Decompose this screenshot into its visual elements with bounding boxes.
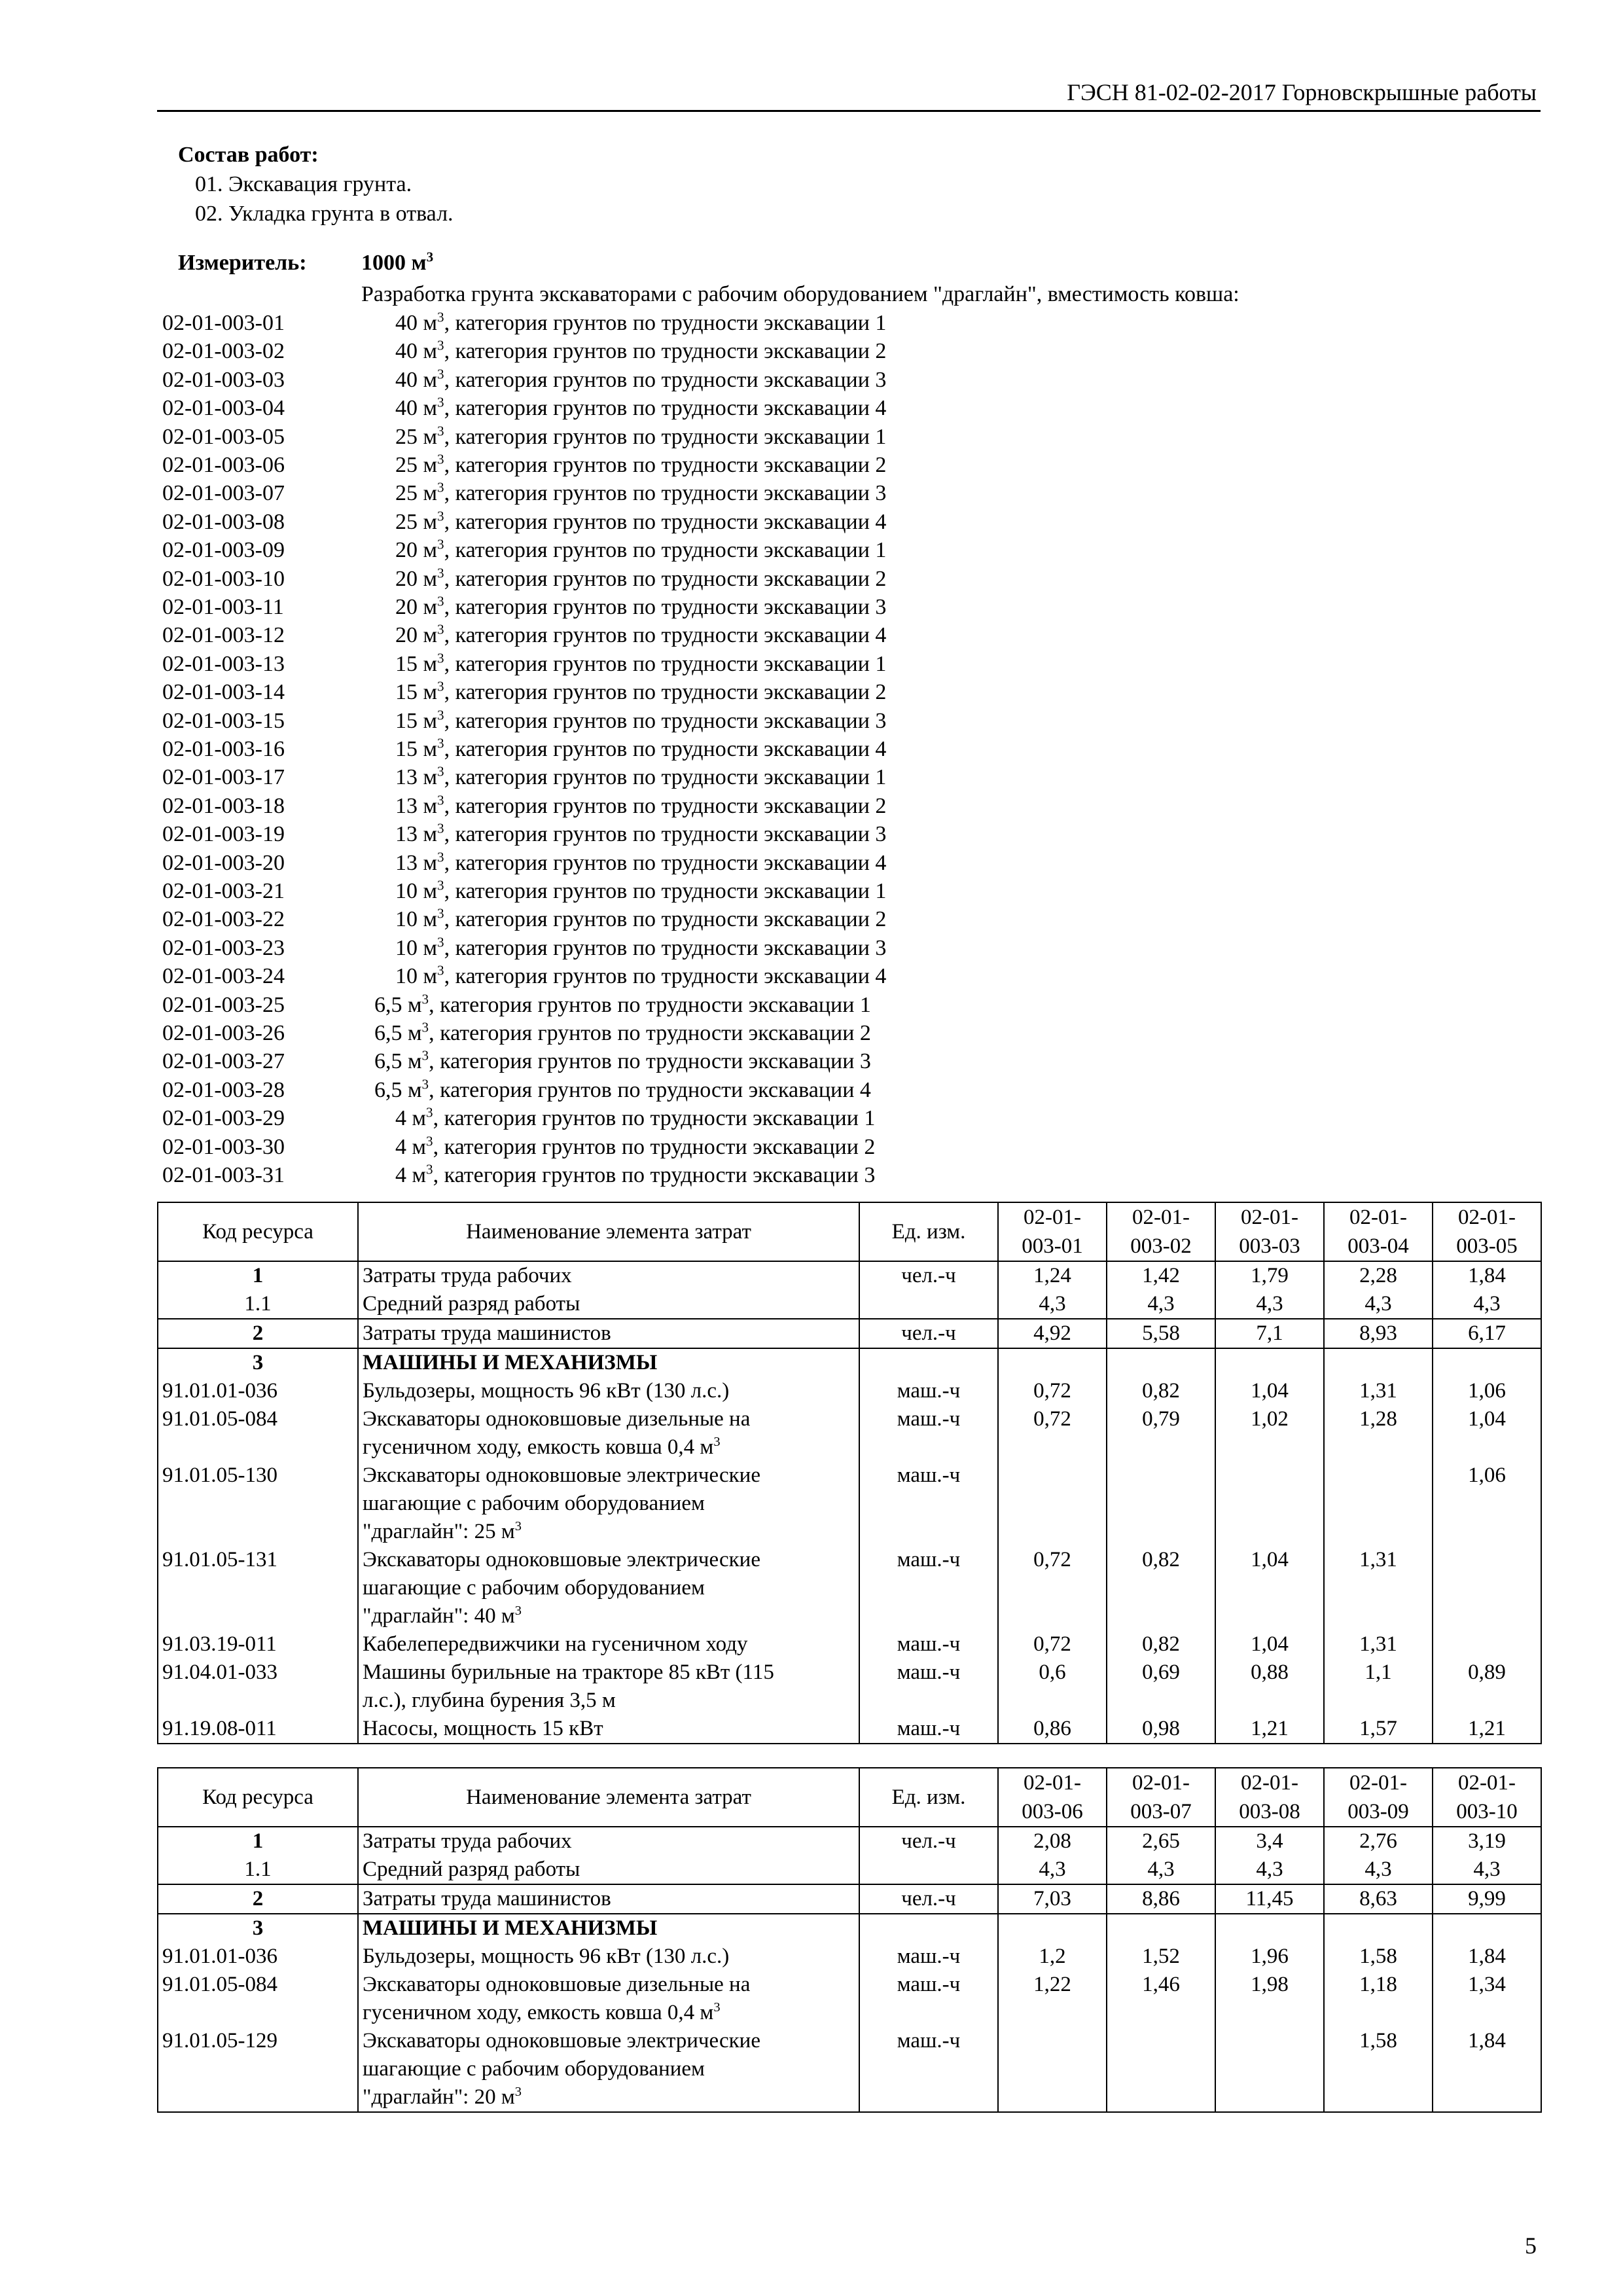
norm-value: 1,96: [1215, 1943, 1324, 1971]
table-header-row: [158, 1202, 1541, 1261]
norm-value: 3,4: [1215, 1827, 1324, 1856]
col-header-norm: 02-01- 003-09: [1324, 1768, 1433, 1827]
norm-description: 13 $м^3$, категория грунтов по трудности экскавации 2: [395, 792, 887, 818]
table-row: [158, 1914, 1541, 1943]
norm-description: 4 $м^3$, категория грунтов по трудности экскавации 2: [395, 1133, 876, 1159]
resource-code: 2: [158, 1319, 358, 1348]
resource-code: 91.19.08-011: [158, 1715, 358, 1744]
table-row: [158, 1546, 1541, 1630]
norm-value: 8,93: [1324, 1319, 1433, 1348]
norm-value: [1107, 1348, 1215, 1377]
norm-description: 13 $м^3$, категория грунтов по трудности экскавации 4: [395, 849, 887, 875]
resource-name: МАШИНЫ И МЕХАНИЗМЫ: [358, 1348, 859, 1377]
col-header-code: Код ресурса: [158, 1202, 358, 1261]
norm-row: [162, 905, 1537, 934]
norm-row: [162, 763, 1537, 792]
resource-table-1: [157, 1202, 1542, 1744]
meter: [178, 249, 434, 276]
norm-value: 1,98: [1215, 1971, 1324, 2027]
norm-value: 2,28: [1324, 1261, 1433, 1290]
table-row: [158, 1261, 1541, 1290]
col-header-unit: Ед. изм.: [859, 1768, 998, 1827]
norm-value: 0,72: [998, 1405, 1107, 1462]
norm-value: 4,92: [998, 1319, 1107, 1348]
norm-code: 02-01-003-18: [162, 793, 285, 818]
norm-value: 4,3: [1433, 1856, 1541, 1884]
norm-value: 0,86: [998, 1715, 1107, 1744]
norm-value: 1,84: [1433, 1943, 1541, 1971]
col-header-name: Наименование элемента затрат: [358, 1768, 859, 1827]
norm-value: 1,42: [1107, 1261, 1215, 1290]
norm-row: [162, 565, 1537, 594]
norm-value: 1,34: [1433, 1971, 1541, 2027]
norm-code: 02-01-003-04: [162, 396, 285, 421]
resource-name: Затраты труда машинистов: [358, 1319, 859, 1348]
norm-value: 9,99: [1433, 1884, 1541, 1914]
table-row: [158, 1319, 1541, 1348]
norm-value: 4,3: [1324, 1856, 1433, 1884]
col-header-norm: 02-01- 003-03: [1215, 1202, 1324, 1261]
norm-value: 7,1: [1215, 1319, 1324, 1348]
norm-description: 20 $м^3$, категория грунтов по трудности экскавации 1: [395, 536, 887, 563]
norm-code: 02-01-003-25: [162, 992, 285, 1017]
norm-value: [1215, 2027, 1324, 2112]
norm-value: 1,1: [1324, 1659, 1433, 1715]
page-header: [157, 76, 1541, 112]
table-row: [158, 1630, 1541, 1659]
resource-name: Бульдозеры, мощность 96 кВт (130 л.с.): [358, 1377, 859, 1405]
resource-name: Затраты труда машинистов: [358, 1884, 859, 1914]
norm-value: 8,63: [1324, 1884, 1433, 1914]
norm-value: 4,3: [1215, 1290, 1324, 1319]
resource-code: 91.01.05-084: [158, 1971, 358, 2027]
norm-value: 2,65: [1107, 1827, 1215, 1856]
norm-description: 15 $м^3$, категория грунтов по трудности экскавации 3: [395, 707, 887, 733]
table-row: [158, 1827, 1541, 1856]
norm-value: 1,2: [998, 1943, 1107, 1971]
resource-name: Кабелепередвижчики на гусеничном ходу: [358, 1630, 859, 1659]
composition-item: 02. Укладка грунта в отвал.: [195, 202, 454, 226]
norm-value: 1,84: [1433, 2027, 1541, 2112]
norm-description: 20 $м^3$, категория грунтов по трудности экскавации 3: [395, 593, 887, 619]
resource-code: 1: [158, 1827, 358, 1856]
resource-unit: [859, 1348, 998, 1377]
resource-name: МАШИНЫ И МЕХАНИЗМЫ: [358, 1914, 859, 1943]
norm-intro: Разработка грунта экскаваторами с рабочим оборудованием "драглайн", вместимость ковша:: [361, 282, 1240, 306]
col-header-unit: Ед. изм.: [859, 1202, 998, 1261]
norm-value: [1433, 1914, 1541, 1943]
norm-code: 02-01-003-28: [162, 1077, 285, 1102]
resource-code: 91.01.05-131: [158, 1546, 358, 1630]
norm-value: [1324, 1348, 1433, 1377]
norm-description: 13 $м^3$, категория грунтов по трудности экскавации 1: [395, 764, 887, 790]
norm-value: 1,31: [1324, 1630, 1433, 1659]
resource-unit: маш.-ч: [859, 1715, 998, 1744]
norm-code: 02-01-003-08: [162, 509, 285, 534]
norm-value: 0,69: [1107, 1659, 1215, 1715]
norm-description: 20 $м^3$, категория грунтов по трудности экскавации 4: [395, 622, 887, 648]
norm-code: 02-01-003-01: [162, 311, 285, 335]
norm-value: 1,52: [1107, 1943, 1215, 1971]
norm-value: 5,58: [1107, 1319, 1215, 1348]
work-composition: [178, 140, 454, 228]
norm-row: [162, 792, 1537, 821]
norm-row: [162, 366, 1537, 395]
norm-code: 02-01-003-12: [162, 623, 285, 648]
norm-value: 1,79: [1215, 1261, 1324, 1290]
resource-code: 91.03.19-011: [158, 1630, 358, 1659]
norm-value: 0,89: [1433, 1659, 1541, 1715]
col-header-norm: 02-01- 003-08: [1215, 1768, 1324, 1827]
col-header-norm: 02-01- 003-01: [998, 1202, 1107, 1261]
resource-unit: маш.-ч: [859, 2027, 998, 2112]
norm-value: 1,02: [1215, 1405, 1324, 1462]
norm-value: 1,31: [1324, 1546, 1433, 1630]
norm-value: 4,3: [1107, 1290, 1215, 1319]
norm-code: 02-01-003-17: [162, 765, 285, 790]
norm-value: [1433, 1630, 1541, 1659]
resource-name: Машины бурильные на тракторе 85 кВт (115 л.с.), глубина бурения 3,5 м: [358, 1659, 859, 1715]
norm-value: 1,06: [1433, 1462, 1541, 1546]
norm-value: [1107, 1462, 1215, 1546]
norm-row: [162, 1161, 1537, 1190]
norm-description: 10 $м^3$, категория грунтов по трудности экскавации 1: [395, 877, 887, 903]
header-title: ГЭСН 81-02-02-2017 Горновскрышные работы: [1067, 79, 1537, 105]
norm-row: [162, 877, 1537, 906]
table-row: [158, 1659, 1541, 1715]
page-number: 5: [1525, 2233, 1537, 2259]
norm-value: 2,08: [998, 1827, 1107, 1856]
resource-name: Экскаваторы одноковшовые электрические шагающие с рабочим оборудованием "драглайн": 20 $м^3$: [358, 2027, 859, 2112]
norm-description: 10 $м^3$, категория грунтов по трудности экскавации 3: [395, 934, 887, 960]
resource-code: 91.01.01-036: [158, 1943, 358, 1971]
resource-name: Средний разряд работы: [358, 1290, 859, 1319]
resource-code: 91.01.05-084: [158, 1405, 358, 1462]
norm-code: 02-01-003-21: [162, 879, 285, 903]
norm-value: [1215, 1914, 1324, 1943]
norm-description: 40 $м^3$, категория грунтов по трудности экскавации 4: [395, 394, 887, 421]
norm-description: 4 $м^3$, категория грунтов по трудности экскавации 1: [395, 1104, 876, 1131]
resource-name: Затраты труда рабочих: [358, 1827, 859, 1856]
norm-description: 6,5 $м^3$, категория грунтов по трудности экскавации 2: [374, 1019, 871, 1045]
resource-code: 1.1: [158, 1290, 358, 1319]
norm-value: 1,24: [998, 1261, 1107, 1290]
col-header-norm: 02-01- 003-07: [1107, 1768, 1215, 1827]
norm-value: 1,31: [1324, 1377, 1433, 1405]
norm-description: 4 $м^3$, категория грунтов по трудности экскавации 3: [395, 1161, 876, 1187]
norm-value: 2,76: [1324, 1827, 1433, 1856]
norm-value: 1,04: [1215, 1377, 1324, 1405]
resource-unit: маш.-ч: [859, 1971, 998, 2027]
norm-row: [162, 479, 1537, 508]
norm-code: 02-01-003-15: [162, 708, 285, 733]
norm-value: 8,86: [1107, 1884, 1215, 1914]
col-header-norm: 02-01- 003-05: [1433, 1202, 1541, 1261]
norm-value: 0,82: [1107, 1377, 1215, 1405]
resource-unit: чел.-ч: [859, 1261, 998, 1290]
norm-description: 15 $м^3$, категория грунтов по трудности экскавации 1: [395, 650, 887, 676]
norm-description: 15 $м^3$, категория грунтов по трудности экскавации 4: [395, 735, 887, 761]
norm-value: [1433, 1546, 1541, 1630]
norm-row: [162, 849, 1537, 878]
norm-value: [1107, 2027, 1215, 2112]
norm-row: [162, 1133, 1537, 1162]
norm-description: 15 $м^3$, категория грунтов по трудности экскавации 2: [395, 678, 887, 705]
norm-row: [162, 820, 1537, 849]
norm-code: 02-01-003-06: [162, 453, 285, 477]
table-row: [158, 1405, 1541, 1462]
norm-code: 02-01-003-14: [162, 680, 285, 705]
norm-row: [162, 621, 1537, 650]
norm-value: 0,72: [998, 1546, 1107, 1630]
norm-value: [1107, 1914, 1215, 1943]
col-header-norm: 02-01- 003-06: [998, 1768, 1107, 1827]
norm-code: 02-01-003-31: [162, 1163, 285, 1187]
norm-code: 02-01-003-09: [162, 538, 285, 563]
resource-table-2: [157, 1767, 1542, 2113]
norm-row: [162, 423, 1537, 452]
norm-row: [162, 962, 1537, 991]
norm-value: 7,03: [998, 1884, 1107, 1914]
norm-description: 25 $м^3$, категория грунтов по трудности экскавации 4: [395, 508, 887, 534]
norm-description: 25 $м^3$, категория грунтов по трудности экскавации 2: [395, 451, 887, 477]
table-header-row: [158, 1768, 1541, 1827]
resource-unit: [859, 1856, 998, 1884]
resource-code: 2: [158, 1884, 358, 1914]
norm-code: 02-01-003-05: [162, 424, 285, 449]
norm-code: 02-01-003-24: [162, 964, 285, 989]
resource-unit: [859, 1290, 998, 1319]
norm-value: [1433, 1348, 1541, 1377]
norm-row: [162, 934, 1537, 963]
norm-value: 1,21: [1433, 1715, 1541, 1744]
norm-value: 11,45: [1215, 1884, 1324, 1914]
resource-name: Экскаваторы одноковшовые дизельные на гусеничном ходу, емкость ковша 0,4 $м^3$: [358, 1971, 859, 2027]
meter-value: 1000 $м^3$: [361, 249, 434, 275]
norm-value: 4,3: [998, 1856, 1107, 1884]
norm-description: 40 $м^3$, категория грунтов по трудности экскавации 3: [395, 366, 887, 392]
norm-row: [162, 735, 1537, 764]
resource-unit: чел.-ч: [859, 1827, 998, 1856]
resource-unit: маш.-ч: [859, 1630, 998, 1659]
norm-code: 02-01-003-13: [162, 651, 285, 676]
norm-code: 02-01-003-30: [162, 1134, 285, 1159]
norm-description: 6,5 $м^3$, категория грунтов по трудности экскавации 1: [374, 991, 871, 1017]
norm-value: 1,04: [1215, 1546, 1324, 1630]
norm-code: 02-01-003-11: [162, 595, 284, 619]
norm-value: 0,88: [1215, 1659, 1324, 1715]
norm-value: 1,18: [1324, 1971, 1433, 2027]
norm-description: 6,5 $м^3$, категория грунтов по трудности экскавации 3: [374, 1048, 871, 1074]
norm-value: 1,22: [998, 1971, 1107, 2027]
norm-code: 02-01-003-03: [162, 367, 285, 392]
norm-value: 0,6: [998, 1659, 1107, 1715]
col-header-name: Наименование элемента затрат: [358, 1202, 859, 1261]
norm-value: 0,72: [998, 1377, 1107, 1405]
resource-name: Насосы, мощность 15 кВт: [358, 1715, 859, 1744]
norm-description: 6,5 $м^3$, категория грунтов по трудности экскавации 4: [374, 1076, 871, 1102]
norm-value: [1324, 1914, 1433, 1943]
col-header-norm: 02-01- 003-10: [1433, 1768, 1541, 1827]
col-header-norm: 02-01- 003-04: [1324, 1202, 1433, 1261]
table-row: [158, 1943, 1541, 1971]
table-row: [158, 1715, 1541, 1744]
norm-code: 02-01-003-29: [162, 1106, 285, 1131]
norm-value: 4,3: [1107, 1856, 1215, 1884]
norm-value: 1,58: [1324, 1943, 1433, 1971]
norm-row: [162, 593, 1537, 622]
resource-unit: маш.-ч: [859, 1943, 998, 1971]
table-row: [158, 1884, 1541, 1914]
norm-value: 1,04: [1215, 1630, 1324, 1659]
norm-description: 25 $м^3$, категория грунтов по трудности экскавации 3: [395, 480, 887, 506]
norm-description: 40 $м^3$, категория грунтов по трудности экскавации 2: [395, 338, 887, 364]
meter-label: Измеритель:: [178, 251, 307, 275]
norm-row: [162, 536, 1537, 565]
norm-code: 02-01-003-27: [162, 1049, 285, 1074]
norm-code: 02-01-003-02: [162, 339, 285, 364]
resource-unit: маш.-ч: [859, 1377, 998, 1405]
resource-code: 91.01.01-036: [158, 1377, 358, 1405]
norm-value: [998, 1914, 1107, 1943]
norm-description: 40 $м^3$, категория грунтов по трудности экскавации 1: [395, 309, 887, 335]
norm-code: 02-01-003-10: [162, 566, 285, 591]
table-row: [158, 1290, 1541, 1319]
norm-code: 02-01-003-16: [162, 737, 285, 761]
resource-code: 3: [158, 1914, 358, 1943]
norm-value: 0,72: [998, 1630, 1107, 1659]
table-row: [158, 1462, 1541, 1546]
resource-code: 91.01.05-129: [158, 2027, 358, 2112]
resource-code: 3: [158, 1348, 358, 1377]
col-header-code: Код ресурса: [158, 1768, 358, 1827]
norm-code: 02-01-003-19: [162, 822, 285, 847]
composition-heading: Состав работ:: [178, 143, 319, 167]
norm-value: [1215, 1462, 1324, 1546]
norm-code: 02-01-003-22: [162, 907, 285, 932]
norm-code: 02-01-003-20: [162, 850, 285, 875]
norm-value: 6,17: [1433, 1319, 1541, 1348]
table-row: [158, 1348, 1541, 1377]
norm-row: [162, 991, 1537, 1020]
norm-value: 0,98: [1107, 1715, 1215, 1744]
norm-code: 02-01-003-07: [162, 481, 285, 506]
norm-description: 25 $м^3$, категория грунтов по трудности экскавации 1: [395, 423, 887, 449]
norm-row: [162, 1047, 1537, 1076]
norm-value: 4,3: [1215, 1856, 1324, 1884]
resource-name: Экскаваторы одноковшовые электрические шагающие с рабочим оборудованием "драглайн": 40 $м^3$: [358, 1546, 859, 1630]
norm-row: [162, 451, 1537, 480]
norm-value: 1,57: [1324, 1715, 1433, 1744]
resource-name: Затраты труда рабочих: [358, 1261, 859, 1290]
resource-code: 91.04.01-033: [158, 1659, 358, 1715]
resource-unit: чел.-ч: [859, 1884, 998, 1914]
norm-description: 20 $м^3$, категория грунтов по трудности экскавации 2: [395, 565, 887, 591]
norm-value: 1,04: [1433, 1405, 1541, 1462]
norm-value: [998, 1462, 1107, 1546]
norm-value: 0,82: [1107, 1546, 1215, 1630]
table-row: [158, 2027, 1541, 2112]
resource-code: 1: [158, 1261, 358, 1290]
norm-row: [162, 508, 1537, 537]
col-header-norm: 02-01- 003-02: [1107, 1202, 1215, 1261]
resource-name: Средний разряд работы: [358, 1856, 859, 1884]
norm-row: [162, 678, 1537, 707]
norm-row: [162, 1104, 1537, 1133]
norm-row: [162, 707, 1537, 736]
norm-row: [162, 309, 1537, 338]
norm-description: 13 $м^3$, категория грунтов по трудности экскавации 3: [395, 820, 887, 847]
resource-unit: маш.-ч: [859, 1659, 998, 1715]
norm-value: 4,3: [1433, 1290, 1541, 1319]
norm-value: [1215, 1348, 1324, 1377]
resource-code: 1.1: [158, 1856, 358, 1884]
table-row: [158, 1377, 1541, 1405]
norm-value: [1324, 1462, 1433, 1546]
norm-row: [162, 394, 1537, 423]
norm-value: 1,28: [1324, 1405, 1433, 1462]
norm-description: 10 $м^3$, категория грунтов по трудности экскавации 2: [395, 906, 887, 932]
resource-name: Бульдозеры, мощность 96 кВт (130 л.с.): [358, 1943, 859, 1971]
resource-unit: маш.-ч: [859, 1405, 998, 1462]
composition-item: 01. Экскавация грунта.: [195, 172, 412, 196]
norm-row: [162, 1076, 1537, 1105]
norm-row: [162, 337, 1537, 366]
norm-value: [998, 1348, 1107, 1377]
norm-value: 1,21: [1215, 1715, 1324, 1744]
norm-value: 0,82: [1107, 1630, 1215, 1659]
norm-value: 1,06: [1433, 1377, 1541, 1405]
norm-code: 02-01-003-26: [162, 1021, 285, 1045]
norm-row: [162, 650, 1537, 679]
norm-value: 1,58: [1324, 2027, 1433, 2112]
resource-unit: чел.-ч: [859, 1319, 998, 1348]
norm-code: 02-01-003-23: [162, 935, 285, 960]
resource-name: Экскаваторы одноковшовые дизельные на гусеничном ходу, емкость ковша 0,4 $м^3$: [358, 1405, 859, 1462]
table-row: [158, 1856, 1541, 1884]
norm-row: [162, 1019, 1537, 1048]
norm-value: 3,19: [1433, 1827, 1541, 1856]
resource-unit: маш.-ч: [859, 1546, 998, 1630]
table-row: [158, 1971, 1541, 2027]
norm-value: 0,79: [1107, 1405, 1215, 1462]
resource-code: 91.01.05-130: [158, 1462, 358, 1546]
resource-unit: маш.-ч: [859, 1462, 998, 1546]
resource-unit: [859, 1914, 998, 1943]
norm-value: 1,84: [1433, 1261, 1541, 1290]
norm-description: 10 $м^3$, категория грунтов по трудности экскавации 4: [395, 962, 887, 989]
norm-value: 4,3: [1324, 1290, 1433, 1319]
norm-value: [998, 2027, 1107, 2112]
resource-name: Экскаваторы одноковшовые электрические шагающие с рабочим оборудованием "драглайн": 25 $м^3$: [358, 1462, 859, 1546]
norm-value: 1,46: [1107, 1971, 1215, 2027]
norm-value: 4,3: [998, 1290, 1107, 1319]
